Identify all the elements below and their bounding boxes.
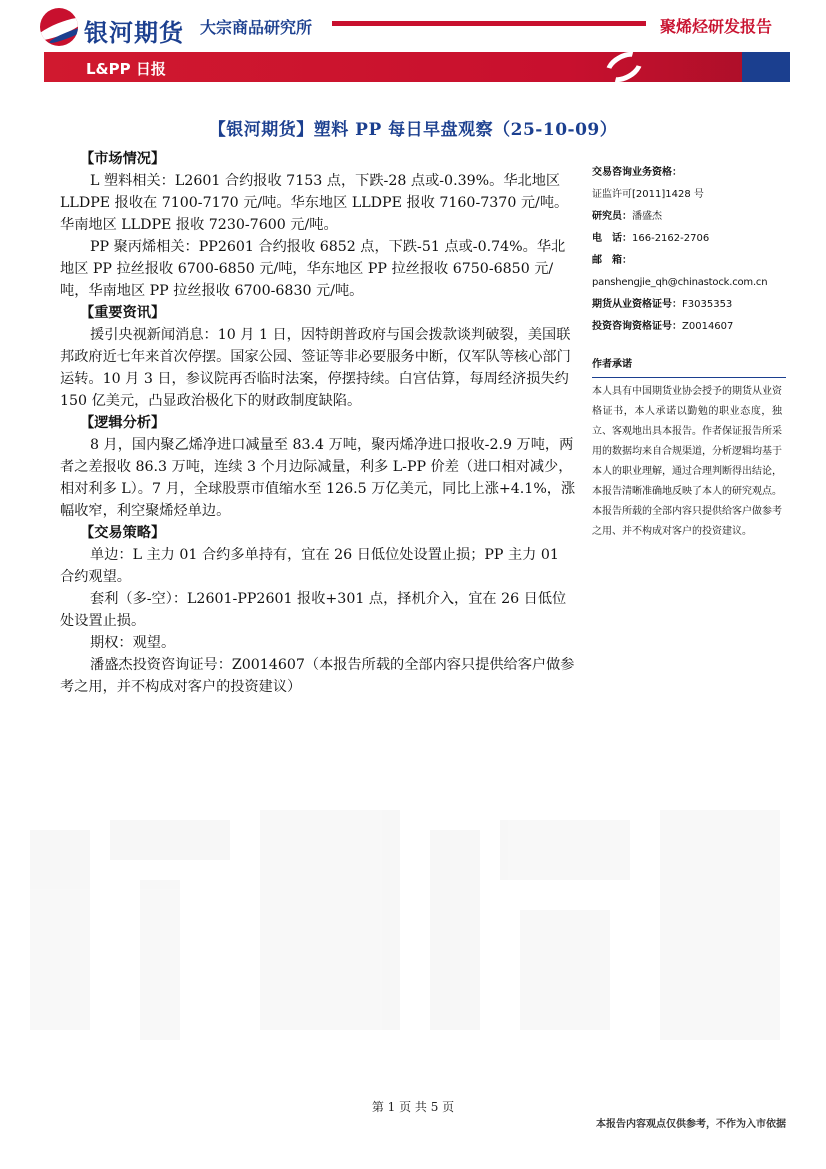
section-heading: 【市场情况】 bbox=[80, 151, 166, 167]
consult-cert-number: Z0014607 bbox=[682, 321, 734, 332]
footer-disclaimer: 本报告内容观点仅供参考，不作为入市依据 bbox=[596, 1119, 786, 1130]
body-paragraph: 期权：观望。 bbox=[90, 635, 176, 651]
body-paragraph: 单边：L 主力 01 合约多单持有，宜在 26 日低位处设置止损；PP 主力 01 合约观望。 bbox=[60, 547, 559, 585]
section-heading: 【重要资讯】 bbox=[80, 305, 166, 321]
futures-cert-row bbox=[592, 294, 792, 316]
body-paragraph: PP 聚丙烯相关：PP2601 合约报收 6852 点，下跌-51 点或-0.74%。华北地区 PP 拉丝报收 6700-6850 元/吨，华东地区 PP 拉丝报收 6750-6850 元/吨，华南地区 PP 拉丝报收 6700-6830 元/吨。 bbox=[60, 239, 566, 299]
pledge-text: 本人具有中国期货业协会授予的期货从业资格证书，本人承诺以勤勉的职业态度，独立、客观地出具本报告。作者保证报告所采用的数据均来自合规渠道，分析逻辑均基于本人的职业理解，通过合理判断得出结论，本报告清晰准确地反映了本人的研究观点。本报告所载的全部内容只提供给客户做参考之用、并不构成对客户的投资建议。 bbox=[592, 386, 782, 537]
body-paragraph: L 塑料相关：L2601 合约报收 7153 点，下跌-28 点或-0.39%。华北地区 LLDPE 报收在 7100-7170 元/吨。华东地区 LLDPE 报收 7160-7370 元/吨。华南地区 LLDPE 报收 7230-7600 元/吨。 bbox=[60, 173, 569, 233]
body-paragraph: 潘盛杰投资咨询证号：Z0014607（本报告所载的全部内容只提供给客户做参考之用，并不构成对客户的投资建议） bbox=[60, 657, 575, 695]
page-number: 第 1 页 共 5 页 bbox=[371, 1100, 455, 1114]
phone-label: 电 话： bbox=[592, 233, 632, 244]
consult-cert-label: 投资咨询资格证号： bbox=[592, 321, 682, 332]
pledge-heading: 作者承诺 bbox=[592, 359, 632, 370]
phone-number: 166-2162-2706 bbox=[632, 233, 710, 244]
section-heading: 【交易策略】 bbox=[80, 525, 166, 541]
institute-name: 大宗商品研究所 bbox=[200, 18, 313, 37]
galaxy-logo-icon bbox=[40, 8, 78, 46]
company-name: 银河期货 bbox=[84, 19, 184, 47]
researcher-row bbox=[592, 206, 792, 228]
swirl-icon bbox=[600, 52, 648, 82]
title-band bbox=[44, 52, 790, 82]
background-watermark bbox=[20, 790, 810, 1060]
body-paragraph: 套利（多-空）：L2601-PP2601 报收+301 点，择机介入，宜在 26 日低位处设置止损。 bbox=[60, 591, 567, 629]
company-logo bbox=[40, 8, 190, 48]
pledge-divider bbox=[592, 377, 786, 378]
phone-row bbox=[592, 228, 792, 250]
futures-cert-label: 期货从业资格证号： bbox=[592, 299, 682, 310]
report-type: 聚烯烃研发报告 bbox=[660, 17, 773, 36]
researcher-name: 潘盛杰 bbox=[632, 211, 662, 222]
email-address[interactable]: panshengjie_qh@chinastock.com.cn bbox=[592, 277, 768, 288]
contact-sidebar bbox=[592, 162, 792, 542]
section-heading: 【逻辑分析】 bbox=[80, 415, 166, 431]
band-accent bbox=[742, 52, 790, 82]
document-title: 【银河期货】塑料 PP 每日早盘观察（25-10-09） bbox=[208, 120, 618, 140]
header-divider bbox=[332, 21, 646, 26]
body-paragraph: 8 月，国内聚乙烯净进口减量至 83.4 万吨，聚丙烯净进口报收-2.9 万吨，两者之差报收 86.3 万吨，连续 3 个月边际减量，利多 L-PP 价差（进口相对减少，相对利多 L）。7 月，全球股票市值缩水至 126.5 万亿美元，同比上涨+4.1%，涨幅收窄，利空聚烯烃单边。 bbox=[60, 437, 576, 519]
researcher-label: 研究员： bbox=[592, 211, 632, 222]
report-body bbox=[60, 148, 576, 698]
license-number: 证监许可[2011]1428 号 bbox=[592, 189, 704, 200]
qualification-label: 交易咨询业务资格： bbox=[592, 167, 682, 178]
consult-cert-row bbox=[592, 316, 792, 338]
email-label: 邮 箱： bbox=[592, 255, 632, 266]
body-paragraph: 援引央视新闻消息：10 月 1 日，因特朗普政府与国会拨款谈判破裂，美国联邦政府近七年来首次停摆。国家公园、签证等非必要服务中断，仅军队等核心部门运转。10 月 3 日，参议院再否临时法案，停摆持续。白宫估算，每周经济损失约 150 亿美元，凸显政治极化下的财政制度缺陷。 bbox=[60, 327, 571, 409]
futures-cert-number: F3035353 bbox=[682, 299, 733, 310]
report-header bbox=[0, 0, 826, 92]
band-title: L&PP 日报 bbox=[86, 60, 166, 78]
